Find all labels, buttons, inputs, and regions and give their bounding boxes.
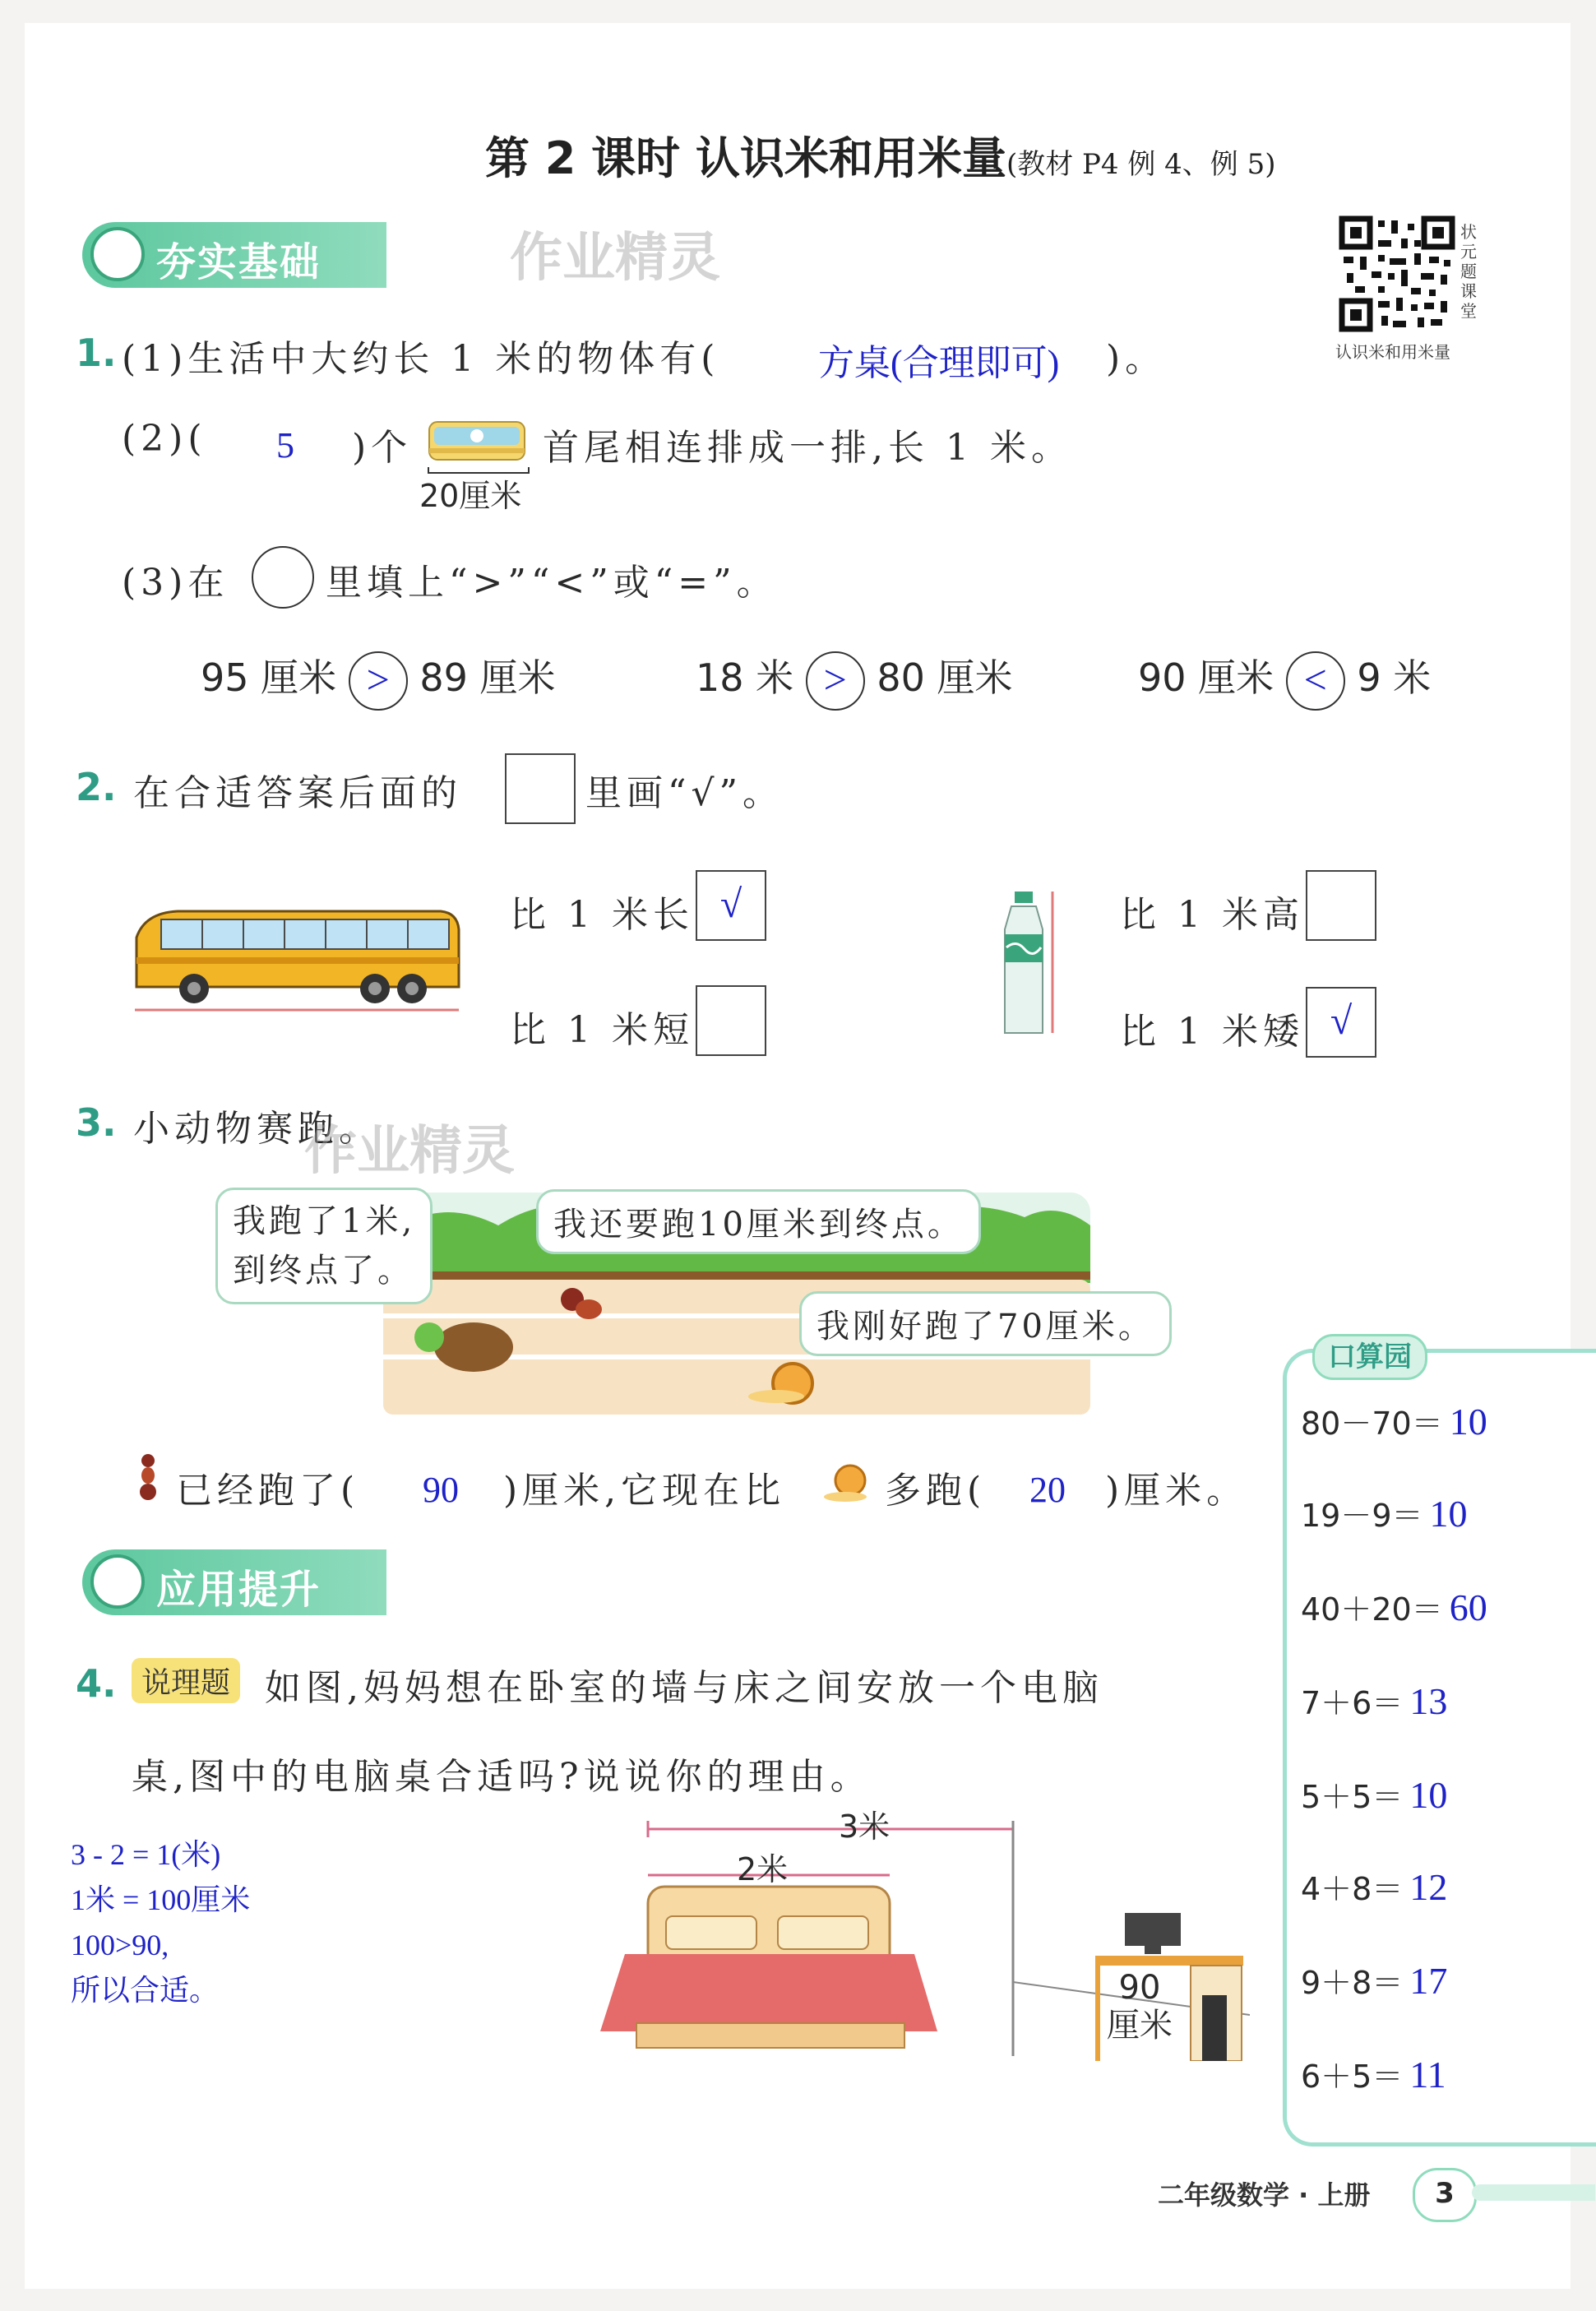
compare-right: 80 厘米 xyxy=(877,655,1013,700)
question-number: 2. xyxy=(76,765,117,809)
q3-fill-1: 已经跑了( xyxy=(176,1470,360,1512)
math-expr: 4＋8＝ xyxy=(1301,1871,1404,1907)
question-number: 3. xyxy=(76,1100,117,1145)
bus-longer-box[interactable]: √ xyxy=(696,870,766,941)
q4-text2: 桌,图中的电脑桌合适吗?说说你的理由。 xyxy=(132,1756,872,1798)
bottle-taller-box[interactable] xyxy=(1306,870,1376,941)
mental-math-item xyxy=(1301,1584,1487,1629)
math-answer: 13 xyxy=(1409,1680,1448,1722)
compare-sign: < xyxy=(1286,651,1345,711)
q3-fill-answer-1: 90 xyxy=(423,1470,459,1510)
mental-math-item xyxy=(1301,1771,1447,1817)
bubble-turtle xyxy=(215,1188,433,1304)
lesson-title xyxy=(485,123,1276,187)
mental-math-list xyxy=(1283,1349,1595,2138)
label-3m: 3米 xyxy=(839,1809,891,1845)
water-bottle-icon xyxy=(995,888,1061,1036)
compare-left: 90 厘米 xyxy=(1138,655,1274,700)
section-title: 夯实基础 xyxy=(156,239,322,285)
lesson-title-ref: (教材 P4 例 4、例 5) xyxy=(1006,148,1276,181)
q3-text: 小动物赛跑。 xyxy=(133,1108,380,1150)
bus-image xyxy=(128,905,465,1020)
pencil-case-label: 20厘米 xyxy=(419,478,522,514)
lesson-title-text: 第 2 课时 认识米和用米量 xyxy=(485,132,1006,184)
compare-left: 95 厘米 xyxy=(201,655,337,700)
section-icon xyxy=(90,227,145,281)
desk-label-unit: 厘米 xyxy=(1107,2007,1173,2045)
q4-text1: 如图,妈妈想在卧室的墙与床之间安放一个电脑 xyxy=(265,1667,1103,1709)
desk-label xyxy=(1107,1969,1173,2045)
math-answer: 10 xyxy=(1429,1493,1468,1535)
bottle-image xyxy=(995,888,1061,1036)
bottle-shorter-label: 比 1 米矮 xyxy=(1120,1011,1304,1053)
bubble-turtle-line2: 到终点了。 xyxy=(233,1252,414,1290)
qr-code[interactable] xyxy=(1339,215,1455,332)
ant-icon xyxy=(132,1452,164,1502)
math-answer: 12 xyxy=(1409,1866,1448,1908)
question-number: 4. xyxy=(76,1661,117,1706)
section-icon xyxy=(90,1554,145,1609)
qr-side-text: 状元题课堂 xyxy=(1460,222,1477,321)
answer-line: 所以合适。 xyxy=(71,1974,220,2007)
math-expr: 40＋20＝ xyxy=(1301,1591,1443,1628)
q4-handwritten-answer xyxy=(71,1832,250,2013)
mental-math-item xyxy=(1301,1864,1447,1909)
bus-longer-label: 比 1 米长 xyxy=(510,894,694,936)
q1-part2-open: (2)( xyxy=(122,418,207,460)
math-expr: 6＋5＝ xyxy=(1301,2059,1404,2095)
math-answer: 60 xyxy=(1449,1586,1487,1628)
compare-right: 9 米 xyxy=(1357,655,1432,700)
bubble-turtle-line1: 我跑了1米, xyxy=(233,1202,416,1240)
circle-placeholder xyxy=(252,546,314,609)
q3-fill-4: )厘米。 xyxy=(1105,1470,1248,1512)
footer-decoration xyxy=(1472,2184,1595,2201)
q3-fill-answer-2: 20 xyxy=(1029,1470,1066,1510)
label-2m: 2米 xyxy=(737,1851,789,1887)
math-expr: 5＋5＝ xyxy=(1301,1779,1404,1815)
section-header-basic xyxy=(82,222,386,288)
snail-icon xyxy=(822,1461,872,1503)
q1-part1-answer: 方桌(合理即可) xyxy=(818,343,1060,383)
q1-part2-text: )个 xyxy=(352,427,413,469)
qr-caption: 认识米和用米量 xyxy=(1335,342,1450,362)
compare-sign: > xyxy=(349,651,408,711)
compare-item xyxy=(1138,648,1431,711)
desk-label-value: 90 xyxy=(1118,1969,1161,2007)
qr-code-icon xyxy=(1339,215,1455,332)
q3-fill-3: 多跑( xyxy=(885,1470,987,1512)
bus-shorter-label: 比 1 米短 xyxy=(510,1009,694,1051)
mental-math-item xyxy=(1301,2051,1446,2096)
math-answer: 17 xyxy=(1409,1960,1448,2002)
bottle-taller-label: 比 1 米高 xyxy=(1120,894,1304,936)
math-expr: 19－9＝ xyxy=(1301,1498,1423,1534)
answer-line: 1米 = 100厘米 xyxy=(71,1883,251,1916)
q1-part2-text2: 首尾相连排成一排,长 1 米。 xyxy=(543,427,1072,469)
mental-math-item xyxy=(1301,1398,1487,1443)
math-expr: 80－70＝ xyxy=(1301,1406,1443,1442)
math-expr: 9＋8＝ xyxy=(1301,1965,1404,2001)
q2-text2: 里画“√”。 xyxy=(585,772,784,814)
answer-line: 3 - 2 = 1(米) xyxy=(71,1838,221,1871)
square-placeholder xyxy=(505,753,576,824)
compare-item xyxy=(696,648,1013,711)
q1-part1 xyxy=(122,329,719,382)
q1-part3-text: (3)在 xyxy=(122,562,229,604)
mental-math-item xyxy=(1301,1490,1468,1535)
watermark: 作业精灵 xyxy=(304,1121,515,1182)
math-answer: 11 xyxy=(1409,2054,1446,2096)
q1-part2-answer: 5 xyxy=(276,425,294,465)
reasoning-tag: 说理题 xyxy=(132,1658,240,1703)
mental-math-title-text: 口算园 xyxy=(1328,1341,1412,1373)
math-answer: 10 xyxy=(1449,1401,1487,1443)
pencil-case-icon xyxy=(428,415,526,465)
page-number: 3 xyxy=(1413,2168,1477,2222)
mental-math-item xyxy=(1301,1957,1447,2003)
bus-icon xyxy=(128,905,465,1020)
bottle-shorter-box[interactable]: √ xyxy=(1306,987,1376,1058)
answer-line: 100>90, xyxy=(71,1929,169,1961)
bubble-snail: 我刚好跑了70厘米。 xyxy=(799,1291,1172,1356)
q1-part1-text: (1)生活中大约长 1 米的物体有( xyxy=(122,338,720,380)
snail-icon-inline xyxy=(822,1461,872,1503)
footer-book-title: 二年级数学 · 上册 xyxy=(1158,2179,1371,2211)
ant-icon-inline xyxy=(132,1452,164,1502)
section-header-apply xyxy=(82,1549,386,1615)
compare-item xyxy=(201,648,556,711)
q1-part3-text2: 里填上“>”“<”或“=”。 xyxy=(326,562,778,604)
watermark: 作业精灵 xyxy=(510,228,720,289)
section-title: 应用提升 xyxy=(156,1567,322,1613)
q1-part1-end: )。 xyxy=(1106,338,1167,380)
pencil-case-image xyxy=(428,415,526,465)
compare-sign: > xyxy=(806,651,865,711)
mental-math-item xyxy=(1301,1678,1447,1723)
q3-fill-2: )厘米,它现在比 xyxy=(503,1470,786,1512)
bus-shorter-box[interactable] xyxy=(696,985,766,1056)
question-number: 1. xyxy=(76,331,117,375)
bubble-ant: 我还要跑10厘米到终点。 xyxy=(536,1189,981,1254)
math-answer: 10 xyxy=(1409,1774,1448,1816)
q2-text: 在合适答案后面的 xyxy=(133,772,462,814)
compare-left: 18 米 xyxy=(696,655,794,700)
math-expr: 7＋6＝ xyxy=(1301,1685,1404,1721)
compare-right: 89 厘米 xyxy=(419,655,556,700)
